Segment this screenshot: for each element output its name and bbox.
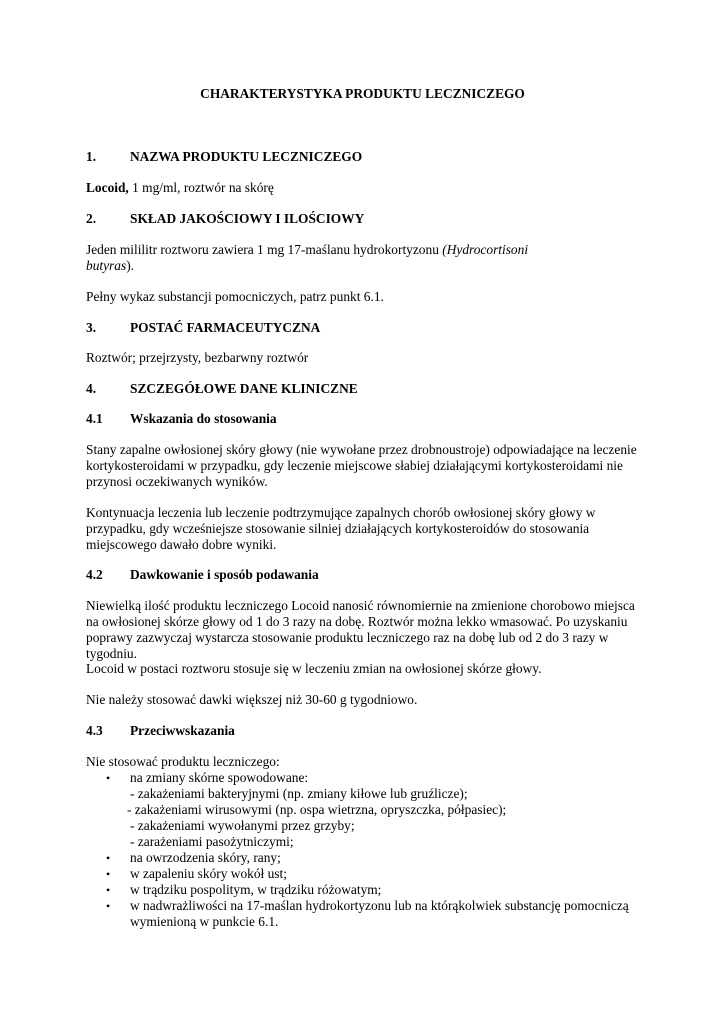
indications-p2-line-1: Kontynuacja leczenia lub leczenie podtrzymujące zapalnych chorób owłosionej skóry głowy w bbox=[86, 505, 596, 520]
composition-line-2 bbox=[86, 258, 134, 274]
dosage-max-note: Nie należy stosować dawki większej niż 30-60 g tygodniowo. bbox=[86, 692, 418, 707]
contraindication-sub-2: - zakażeniami wirusowymi (np. ospa wietrzna, opryszczka, półpasiec); bbox=[127, 802, 507, 817]
bullet-icon: • bbox=[106, 867, 111, 881]
section-4-1-number: 4.1 bbox=[86, 411, 103, 426]
document-title: CHARAKTERYSTYKA PRODUKTU LECZNICZEGO bbox=[200, 86, 525, 101]
bullet-icon: • bbox=[106, 851, 111, 865]
contraindication-item-4: w trądziku pospolitym, w trądziku różowatym; bbox=[130, 882, 382, 897]
contraindication-sub-3: - zakażeniami wywołanymi przez grzyby; bbox=[130, 818, 355, 833]
dosage-line-2: na owłosionej skórze głowy od 1 do 3 razy na dobę. Roztwór można lekko wmasować. Po uzyskaniu bbox=[86, 614, 628, 629]
indications-p1-line-2: kortykosteroidami w przypadku, gdy leczenie miejscowe słabiej działającymi kortykosteroidami nie bbox=[86, 458, 623, 473]
section-4-heading: SZCZEGÓŁOWE DANE KLINICZNE bbox=[130, 381, 358, 396]
section-1-number: 1. bbox=[86, 149, 97, 164]
contraindication-item-5: w nadwrażliwości na 17-maślan hydrokortyzonu lub na którąkolwiek substancję pomocniczą bbox=[130, 898, 629, 913]
section-4-1-heading: Wskazania do stosowania bbox=[130, 411, 277, 426]
indications-p1-line-3: przynosi oczekiwanych wyników. bbox=[86, 474, 268, 489]
contraindication-sub-4: - zarażeniami pasożytniczymi; bbox=[130, 834, 294, 849]
section-4-3-heading: Przeciwwskazania bbox=[130, 723, 235, 738]
contraindication-item-1: na zmiany skórne spowodowane: bbox=[130, 770, 309, 785]
composition-close: ). bbox=[126, 258, 134, 273]
section-2-heading: SKŁAD JAKOŚCIOWY I ILOŚCIOWY bbox=[130, 211, 365, 226]
contraindication-item-5-cont: wymienioną w punkcie 6.1. bbox=[130, 914, 279, 929]
contraindication-item-3: w zapaleniu skóry wokół ust; bbox=[130, 866, 287, 881]
composition-line-1 bbox=[86, 242, 528, 258]
composition-latin: (Hydrocortisoni bbox=[442, 242, 529, 257]
product-name-line bbox=[86, 180, 274, 196]
pharmaceutical-form: Roztwór; przejrzysty, bezbarwny roztwór bbox=[86, 350, 309, 365]
contraindication-sub-1: - zakażeniami bakteryjnymi (np. zmiany kiłowe lub gruźlicze); bbox=[130, 786, 468, 801]
dosage-line-3: poprawy zazwyczaj wystarcza stosowanie produktu leczniczego raz na dobę lub od 2 do 3 razy w bbox=[86, 630, 609, 645]
contraindication-item-2: na owrzodzenia skóry, rany; bbox=[130, 850, 281, 865]
dosage-line-4: tygodniu. bbox=[86, 646, 137, 661]
section-4-2-heading: Dawkowanie i sposób podawania bbox=[130, 567, 319, 582]
bullet-icon: • bbox=[106, 899, 111, 913]
section-4-2-number: 4.2 bbox=[86, 567, 103, 582]
bullet-icon: • bbox=[106, 771, 111, 785]
composition-text: Jeden mililitr roztworu zawiera 1 mg 17-maślanu hydrokortyzonu bbox=[86, 242, 443, 257]
contraindications-intro: Nie stosować produktu leczniczego: bbox=[86, 754, 280, 769]
section-4-3-number: 4.3 bbox=[86, 723, 103, 738]
bullet-icon: • bbox=[106, 883, 111, 897]
indications-p2-line-3: miejscowego dawało dobre wyniki. bbox=[86, 537, 277, 552]
product-form: 1 mg/ml, roztwór na skórę bbox=[128, 180, 274, 195]
section-3-heading: POSTAĆ FARMACEUTYCZNA bbox=[130, 320, 321, 335]
excipients-note: Pełny wykaz substancji pomocniczych, patrz punkt 6.1. bbox=[86, 289, 384, 304]
composition-latin-cont: butyras bbox=[86, 258, 127, 273]
product-name: Locoid, bbox=[86, 180, 129, 195]
section-1-heading: NAZWA PRODUKTU LECZNICZEGO bbox=[130, 149, 363, 164]
indications-p1-line-1: Stany zapalne owłosionej skóry głowy (nie wywołane przez drobnoustroje) odpowiadające na leczenie bbox=[86, 442, 637, 457]
dosage-line-5: Locoid w postaci roztworu stosuje się w leczeniu zmian na owłosionej skórze głowy. bbox=[86, 661, 542, 676]
section-2-number: 2. bbox=[86, 211, 97, 226]
section-3-number: 3. bbox=[86, 320, 97, 335]
dosage-line-1: Niewielką ilość produktu leczniczego Locoid nanosić równomiernie na zmienione chorobowo miejsca bbox=[86, 598, 635, 613]
indications-p2-line-2: przypadku, gdy wcześniejsze stosowanie silniej działających kortykosteroidów do stosowania bbox=[86, 521, 590, 536]
section-4-number: 4. bbox=[86, 381, 97, 396]
